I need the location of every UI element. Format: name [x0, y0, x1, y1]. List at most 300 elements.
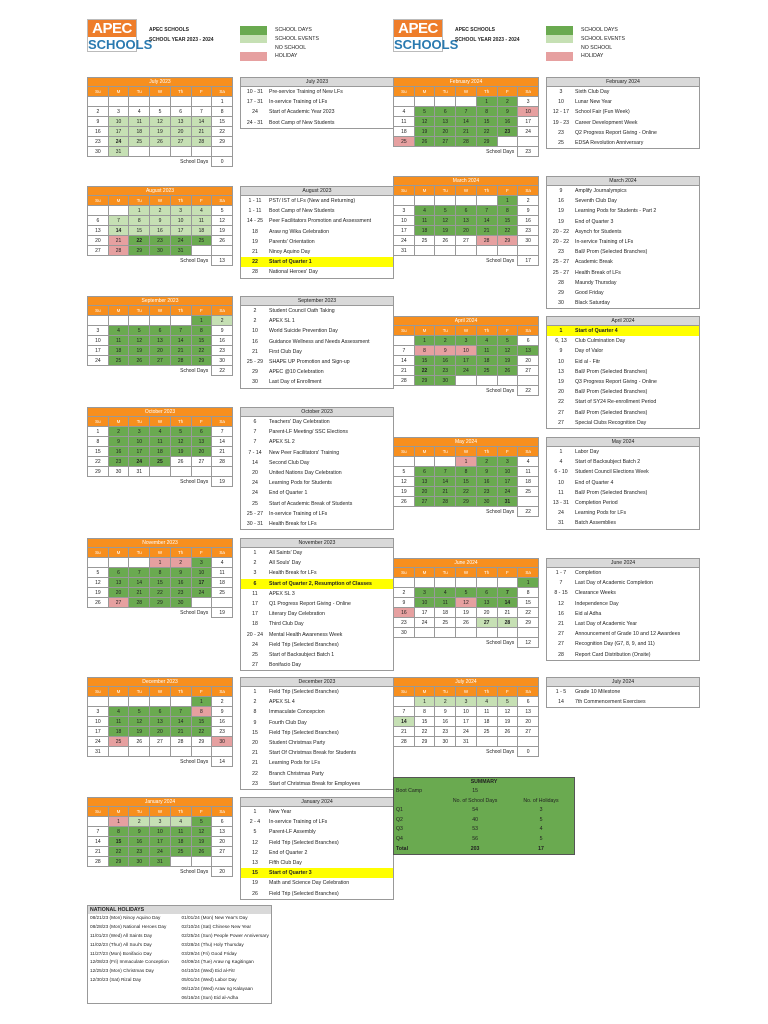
event-row[interactable]	[241, 206, 393, 216]
day-cell[interactable]: 29	[212, 137, 233, 147]
day-cell[interactable]: 11	[150, 437, 171, 447]
event-row[interactable]	[547, 247, 699, 257]
day-cell[interactable]: 7	[435, 467, 456, 477]
day-cell[interactable]: 2	[212, 697, 233, 707]
event-row[interactable]	[241, 448, 393, 458]
day-cell[interactable]	[150, 316, 171, 326]
event-row[interactable]	[547, 278, 699, 288]
day-cell[interactable]	[191, 147, 212, 157]
event-row[interactable]	[241, 858, 393, 868]
day-cell[interactable]: 17	[129, 447, 150, 457]
event-row[interactable]	[547, 196, 699, 206]
day-cell[interactable]: 14	[394, 717, 415, 727]
day-cell[interactable]: 7	[476, 206, 497, 216]
event-row[interactable]	[241, 357, 393, 367]
day-cell[interactable]: 15	[456, 477, 477, 487]
event-row[interactable]	[241, 377, 393, 387]
day-cell[interactable]: 9	[129, 827, 150, 837]
day-cell[interactable]: 18	[150, 447, 171, 457]
day-cell[interactable]: 4	[414, 206, 435, 216]
day-cell[interactable]	[476, 246, 497, 256]
day-cell[interactable]: 7	[497, 588, 518, 598]
event-row[interactable]	[241, 599, 393, 609]
event-row[interactable]	[241, 468, 393, 478]
day-cell[interactable]: 21	[170, 346, 191, 356]
day-cell[interactable]: 2	[212, 316, 233, 326]
day-cell[interactable]	[394, 196, 415, 206]
day-cell[interactable]: 10	[129, 437, 150, 447]
day-cell[interactable]: 16	[170, 578, 191, 588]
day-cell[interactable]	[129, 147, 150, 157]
day-cell[interactable]	[150, 697, 171, 707]
event-row[interactable]	[241, 118, 393, 128]
day-cell[interactable]: 10	[191, 568, 212, 578]
day-cell[interactable]: 19	[456, 608, 477, 618]
event-row[interactable]	[547, 268, 699, 278]
day-cell[interactable]: 30	[170, 598, 191, 608]
event-row[interactable]	[241, 499, 393, 509]
day-cell[interactable]	[129, 97, 150, 107]
event-row[interactable]	[547, 377, 699, 387]
event-row[interactable]	[241, 718, 393, 728]
event-row[interactable]	[547, 336, 699, 346]
day-cell[interactable]: 19	[394, 487, 415, 497]
day-cell[interactable]	[476, 196, 497, 206]
day-cell[interactable]: 12	[88, 578, 109, 588]
day-cell[interactable]: 28	[88, 857, 109, 867]
day-cell[interactable]: 22	[108, 847, 129, 857]
day-cell[interactable]: 10	[150, 827, 171, 837]
day-cell[interactable]: 6	[414, 467, 435, 477]
day-cell[interactable]: 23	[150, 236, 171, 246]
event-row[interactable]	[547, 298, 699, 308]
day-cell[interactable]	[191, 598, 212, 608]
day-cell[interactable]	[414, 196, 435, 206]
day-cell[interactable]: 8	[212, 107, 233, 117]
event-row[interactable]	[547, 107, 699, 117]
day-cell[interactable]: 9	[212, 326, 233, 336]
day-cell[interactable]: 14	[170, 717, 191, 727]
day-cell[interactable]: 4	[212, 558, 233, 568]
day-cell[interactable]	[191, 97, 212, 107]
day-cell[interactable]	[191, 246, 212, 256]
day-cell[interactable]: 9	[518, 206, 539, 216]
event-row[interactable]	[241, 97, 393, 107]
day-cell[interactable]: 22	[476, 127, 497, 137]
event-row[interactable]	[241, 548, 393, 558]
day-cell[interactable]: 5	[394, 467, 415, 477]
day-cell[interactable]: 25	[518, 487, 539, 497]
day-cell[interactable]: 31	[170, 246, 191, 256]
day-cell[interactable]: 13	[435, 117, 456, 127]
day-cell[interactable]: 21	[88, 847, 109, 857]
day-cell[interactable]: 28	[191, 137, 212, 147]
day-cell[interactable]: 19	[170, 447, 191, 457]
day-cell[interactable]: 19	[414, 127, 435, 137]
event-row[interactable]	[241, 196, 393, 206]
day-cell[interactable]: 21	[394, 727, 415, 737]
day-cell[interactable]: 11	[212, 568, 233, 578]
day-cell[interactable]: 27	[414, 497, 435, 507]
day-cell[interactable]: 17	[170, 226, 191, 236]
day-cell[interactable]: 19	[497, 356, 518, 366]
day-cell[interactable]: 3	[129, 427, 150, 437]
day-cell[interactable]: 25	[476, 366, 497, 376]
day-cell[interactable]: 16	[518, 216, 539, 226]
day-cell[interactable]: 26	[170, 457, 191, 467]
day-cell[interactable]: 28	[170, 356, 191, 366]
day-cell[interactable]	[414, 97, 435, 107]
day-cell[interactable]: 12	[497, 346, 518, 356]
day-cell[interactable]: 2	[518, 196, 539, 206]
event-row[interactable]	[241, 579, 393, 589]
event-row[interactable]	[547, 478, 699, 488]
event-row[interactable]	[241, 417, 393, 427]
event-row[interactable]	[547, 387, 699, 397]
day-cell[interactable]	[212, 467, 233, 477]
event-row[interactable]	[547, 687, 699, 697]
day-cell[interactable]: 21	[394, 366, 415, 376]
day-cell[interactable]: 18	[394, 127, 415, 137]
day-cell[interactable]: 5	[414, 107, 435, 117]
day-cell[interactable]: 25	[108, 356, 129, 366]
day-cell[interactable]: 25	[150, 457, 171, 467]
day-cell[interactable]: 20	[150, 727, 171, 737]
day-cell[interactable]	[414, 628, 435, 638]
day-cell[interactable]: 9	[435, 707, 456, 717]
day-cell[interactable]: 16	[435, 356, 456, 366]
event-row[interactable]	[241, 738, 393, 748]
day-cell[interactable]: 12	[394, 477, 415, 487]
day-cell[interactable]: 24	[170, 236, 191, 246]
day-cell[interactable]: 24	[108, 137, 129, 147]
day-cell[interactable]: 14	[129, 578, 150, 588]
day-cell[interactable]: 5	[170, 427, 191, 437]
day-cell[interactable]: 29	[497, 236, 518, 246]
day-cell[interactable]: 1	[108, 817, 129, 827]
day-cell[interactable]: 21	[212, 447, 233, 457]
day-cell[interactable]: 15	[518, 598, 539, 608]
day-cell[interactable]	[129, 747, 150, 757]
day-cell[interactable]	[191, 467, 212, 477]
event-row[interactable]	[547, 447, 699, 457]
day-cell[interactable]: 25	[170, 847, 191, 857]
day-cell[interactable]: 21	[170, 727, 191, 737]
day-cell[interactable]: 14	[476, 216, 497, 226]
day-cell[interactable]: 14	[394, 356, 415, 366]
day-cell[interactable]	[191, 857, 212, 867]
event-row[interactable]	[547, 619, 699, 629]
day-cell[interactable]: 17	[191, 578, 212, 588]
day-cell[interactable]: 3	[108, 107, 129, 117]
day-cell[interactable]: 5	[435, 206, 456, 216]
day-cell[interactable]	[129, 697, 150, 707]
day-cell[interactable]: 18	[435, 608, 456, 618]
event-row[interactable]	[241, 367, 393, 377]
day-cell[interactable]: 22	[414, 366, 435, 376]
event-row[interactable]	[547, 257, 699, 267]
day-cell[interactable]: 13	[150, 717, 171, 727]
day-cell[interactable]	[414, 246, 435, 256]
day-cell[interactable]: 21	[108, 236, 129, 246]
day-cell[interactable]: 17	[394, 226, 415, 236]
day-cell[interactable]: 5	[497, 336, 518, 346]
day-cell[interactable]	[476, 628, 497, 638]
day-cell[interactable]: 1	[150, 558, 171, 568]
event-row[interactable]	[547, 518, 699, 528]
day-cell[interactable]: 24	[456, 366, 477, 376]
day-cell[interactable]: 16	[435, 717, 456, 727]
day-cell[interactable]: 17	[414, 608, 435, 618]
day-cell[interactable]	[212, 857, 233, 867]
day-cell[interactable]: 13	[212, 827, 233, 837]
event-row[interactable]	[547, 367, 699, 377]
day-cell[interactable]: 16	[212, 717, 233, 727]
event-row[interactable]	[241, 519, 393, 529]
day-cell[interactable]: 1	[518, 578, 539, 588]
event-row[interactable]	[241, 589, 393, 599]
day-cell[interactable]: 9	[170, 568, 191, 578]
event-row[interactable]	[547, 408, 699, 418]
day-cell[interactable]: 30	[394, 628, 415, 638]
day-cell[interactable]	[497, 628, 518, 638]
day-cell[interactable]: 20	[518, 356, 539, 366]
day-cell[interactable]: 3	[518, 97, 539, 107]
event-row[interactable]	[547, 568, 699, 578]
day-cell[interactable]: 26	[497, 727, 518, 737]
day-cell[interactable]: 19	[129, 346, 150, 356]
day-cell[interactable]	[497, 137, 518, 147]
event-row[interactable]	[241, 488, 393, 498]
day-cell[interactable]	[108, 747, 129, 757]
day-cell[interactable]: 9	[394, 598, 415, 608]
day-cell[interactable]: 10	[497, 467, 518, 477]
day-cell[interactable]: 7	[129, 568, 150, 578]
day-cell[interactable]: 28	[476, 236, 497, 246]
day-cell[interactable]: 24	[518, 127, 539, 137]
day-cell[interactable]: 16	[497, 117, 518, 127]
day-cell[interactable]: 2	[476, 457, 497, 467]
day-cell[interactable]: 2	[108, 427, 129, 437]
day-cell[interactable]: 18	[191, 226, 212, 236]
day-cell[interactable]: 26	[129, 356, 150, 366]
event-row[interactable]	[241, 568, 393, 578]
day-cell[interactable]: 8	[497, 206, 518, 216]
day-cell[interactable]: 7	[191, 107, 212, 117]
day-cell[interactable]: 14	[88, 837, 109, 847]
day-cell[interactable]: 17	[497, 477, 518, 487]
day-cell[interactable]	[108, 206, 129, 216]
day-cell[interactable]	[476, 376, 497, 386]
event-row[interactable]	[547, 128, 699, 138]
day-cell[interactable]	[212, 747, 233, 757]
day-cell[interactable]: 3	[88, 707, 109, 717]
day-cell[interactable]: 28	[170, 737, 191, 747]
event-row[interactable]	[241, 687, 393, 697]
day-cell[interactable]: 17	[456, 717, 477, 727]
day-cell[interactable]: 27	[150, 356, 171, 366]
day-cell[interactable]: 23	[435, 366, 456, 376]
day-cell[interactable]: 24	[129, 457, 150, 467]
day-cell[interactable]: 22	[518, 608, 539, 618]
day-cell[interactable]: 5	[129, 326, 150, 336]
day-cell[interactable]	[212, 147, 233, 157]
day-cell[interactable]: 27	[518, 366, 539, 376]
day-cell[interactable]: 29	[414, 376, 435, 386]
day-cell[interactable]: 20	[150, 346, 171, 356]
day-cell[interactable]: 14	[456, 117, 477, 127]
day-cell[interactable]: 9	[212, 707, 233, 717]
event-row[interactable]	[241, 558, 393, 568]
day-cell[interactable]: 7	[88, 827, 109, 837]
event-row[interactable]	[547, 457, 699, 467]
day-cell[interactable]: 18	[108, 346, 129, 356]
day-cell[interactable]: 16	[150, 226, 171, 236]
day-cell[interactable]	[456, 628, 477, 638]
day-cell[interactable]	[108, 558, 129, 568]
day-cell[interactable]: 8	[456, 467, 477, 477]
day-cell[interactable]: 5	[212, 206, 233, 216]
day-cell[interactable]: 11	[476, 707, 497, 717]
day-cell[interactable]: 16	[88, 127, 109, 137]
day-cell[interactable]: 8	[414, 346, 435, 356]
day-cell[interactable]: 1	[88, 427, 109, 437]
day-cell[interactable]: 8	[191, 326, 212, 336]
day-cell[interactable]: 1	[497, 196, 518, 206]
day-cell[interactable]: 24	[150, 847, 171, 857]
event-row[interactable]	[547, 650, 699, 660]
day-cell[interactable]	[150, 467, 171, 477]
day-cell[interactable]: 9	[435, 346, 456, 356]
day-cell[interactable]: 18	[476, 356, 497, 366]
day-cell[interactable]: 29	[150, 598, 171, 608]
event-row[interactable]	[547, 578, 699, 588]
day-cell[interactable]	[108, 97, 129, 107]
event-row[interactable]	[241, 326, 393, 336]
day-cell[interactable]: 30	[108, 467, 129, 477]
day-cell[interactable]: 17	[108, 127, 129, 137]
day-cell[interactable]: 6	[150, 707, 171, 717]
event-row[interactable]	[241, 107, 393, 117]
day-cell[interactable]: 2	[435, 697, 456, 707]
day-cell[interactable]: 11	[108, 336, 129, 346]
event-row[interactable]	[241, 458, 393, 468]
day-cell[interactable]: 20	[88, 236, 109, 246]
day-cell[interactable]: 13	[518, 346, 539, 356]
day-cell[interactable]: 10	[456, 707, 477, 717]
event-row[interactable]	[241, 758, 393, 768]
day-cell[interactable]: 30	[212, 356, 233, 366]
day-cell[interactable]	[518, 376, 539, 386]
day-cell[interactable]: 4	[476, 336, 497, 346]
day-cell[interactable]: 9	[108, 437, 129, 447]
day-cell[interactable]: 15	[88, 447, 109, 457]
day-cell[interactable]: 23	[476, 487, 497, 497]
day-cell[interactable]	[170, 147, 191, 157]
event-row[interactable]	[241, 748, 393, 758]
day-cell[interactable]	[170, 316, 191, 326]
day-cell[interactable]: 13	[150, 336, 171, 346]
day-cell[interactable]: 5	[88, 568, 109, 578]
day-cell[interactable]: 18	[414, 226, 435, 236]
day-cell[interactable]: 28	[456, 137, 477, 147]
event-row[interactable]	[241, 630, 393, 640]
day-cell[interactable]: 12	[456, 598, 477, 608]
day-cell[interactable]: 26	[394, 497, 415, 507]
event-row[interactable]	[547, 629, 699, 639]
day-cell[interactable]: 20	[435, 127, 456, 137]
day-cell[interactable]: 2	[129, 817, 150, 827]
day-cell[interactable]	[435, 246, 456, 256]
day-cell[interactable]: 4	[476, 697, 497, 707]
day-cell[interactable]	[435, 196, 456, 206]
day-cell[interactable]: 16	[212, 336, 233, 346]
day-cell[interactable]: 10	[88, 717, 109, 727]
event-row[interactable]	[547, 186, 699, 196]
day-cell[interactable]: 10	[394, 216, 415, 226]
day-cell[interactable]: 29	[108, 857, 129, 867]
day-cell[interactable]: 15	[108, 837, 129, 847]
day-cell[interactable]: 3	[394, 206, 415, 216]
event-row[interactable]	[547, 418, 699, 428]
day-cell[interactable]: 27	[88, 246, 109, 256]
day-cell[interactable]	[394, 578, 415, 588]
day-cell[interactable]	[518, 246, 539, 256]
day-cell[interactable]: 30	[476, 497, 497, 507]
day-cell[interactable]: 12	[170, 437, 191, 447]
event-row[interactable]	[241, 660, 393, 670]
day-cell[interactable]: 23	[212, 346, 233, 356]
day-cell[interactable]: 22	[129, 236, 150, 246]
day-cell[interactable]: 14	[435, 477, 456, 487]
day-cell[interactable]: 4	[150, 427, 171, 437]
day-cell[interactable]	[476, 737, 497, 747]
day-cell[interactable]: 23	[435, 727, 456, 737]
day-cell[interactable]: 8	[191, 707, 212, 717]
day-cell[interactable]: 25	[108, 737, 129, 747]
day-cell[interactable]: 26	[456, 618, 477, 628]
event-row[interactable]	[241, 817, 393, 827]
day-cell[interactable]: 25	[394, 137, 415, 147]
day-cell[interactable]	[394, 457, 415, 467]
day-cell[interactable]: 26	[150, 137, 171, 147]
day-cell[interactable]: 11	[414, 216, 435, 226]
day-cell[interactable]: 3	[497, 457, 518, 467]
day-cell[interactable]: 4	[170, 817, 191, 827]
day-cell[interactable]: 12	[435, 216, 456, 226]
day-cell[interactable]	[170, 747, 191, 757]
day-cell[interactable]: 28	[497, 618, 518, 628]
day-cell[interactable]: 1	[191, 316, 212, 326]
day-cell[interactable]: 17	[150, 837, 171, 847]
event-row[interactable]	[241, 807, 393, 817]
day-cell[interactable]: 1	[414, 697, 435, 707]
day-cell[interactable]	[150, 97, 171, 107]
day-cell[interactable]: 4	[108, 326, 129, 336]
day-cell[interactable]: 29	[191, 356, 212, 366]
event-row[interactable]	[241, 478, 393, 488]
day-cell[interactable]: 10	[108, 117, 129, 127]
day-cell[interactable]: 6	[108, 568, 129, 578]
day-cell[interactable]: 8	[108, 827, 129, 837]
day-cell[interactable]: 21	[476, 226, 497, 236]
day-cell[interactable]: 13	[88, 226, 109, 236]
day-cell[interactable]	[212, 246, 233, 256]
day-cell[interactable]: 24	[456, 727, 477, 737]
day-cell[interactable]: 4	[394, 107, 415, 117]
day-cell[interactable]: 30	[435, 737, 456, 747]
day-cell[interactable]: 12	[191, 827, 212, 837]
